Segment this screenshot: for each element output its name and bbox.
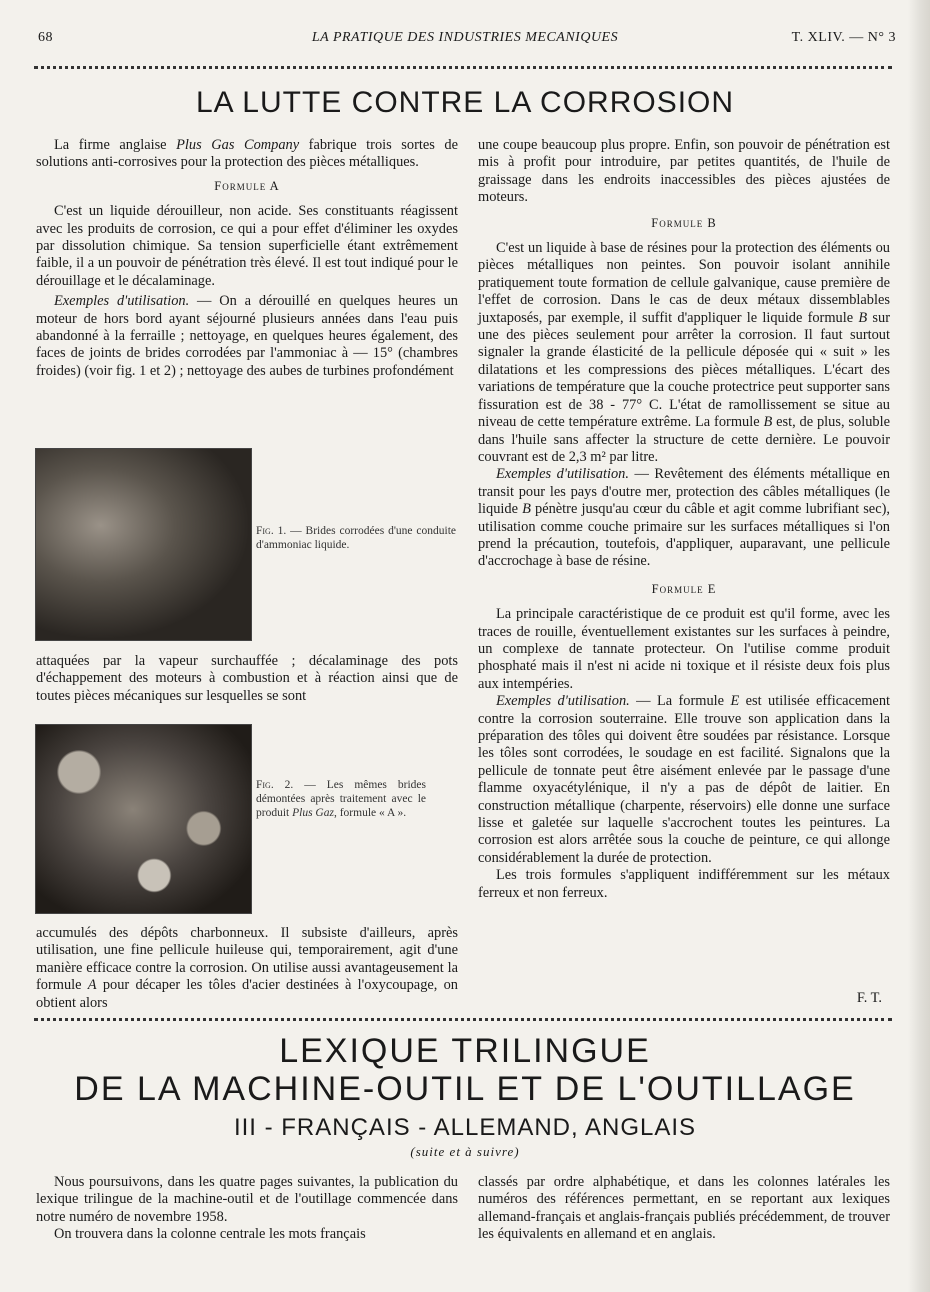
formule-b-heading: Formule B xyxy=(651,215,717,230)
lexique-paragraph-1: Nous poursuivons, dans les quatre pages suivantes, la publication du lexique trilingue de la machine-outil et de l'outillage commencée dans notre numéro de novembre 1958. xyxy=(36,1174,458,1225)
column-left-ending: accumulés des dépôts charbonneux. Il subsiste d'ailleurs, après utilisation, une fine pellicule huileuse qui, temporairement, agit d'une manière efficace contre la corrosion. On utilise aussi avantageusement la formule A pour décaper les tôles d'acier destinées à l'oxycoupage, on obtient alors xyxy=(36,925,458,1011)
figure-1-photo xyxy=(35,448,252,641)
formule-b-examples: Exemples d'utilisation. — Revêtement des éléments métallique en transit pour les pays d'outre mer, protection des câbles métalliques (le liquide B pénètre jusqu'au cœur du câble et agit comme lubrifiant sec), utilisation comme couche primaire sur les surfaces métalliques si l'on prend la précaution, toutefois, d'appliquer, auparavant, une pellicule d'accrochage à base de résine. xyxy=(478,466,890,570)
page-edge-shadow xyxy=(908,0,930,1292)
column-left-continuation: attaquées par la vapeur surchauffée ; décalaminage des pots d'échappement des moteurs à combustion et à réaction ainsi que de toutes pièces mécaniques sur lesquelles se sont xyxy=(36,653,458,704)
formule-e-paragraph: La principale caractéristique de ce produit est qu'il forme, avec les traces de rouille, éventuellement existantes sur les surfaces à peindre, un complexe de tannate protecteur. On l'utilise comme produit phosphaté mais il n'est ni acide ni toxique et il résiste deux fois plus aux intempéries. xyxy=(478,606,890,692)
running-title: LA PRATIQUE DES INDUSTRIES MECANIQUES xyxy=(311,30,619,45)
figure-2-caption: Fig. 2. — Les mêmes brides démontées après traitement avec le produit Plus Gaz, formule « A ». xyxy=(256,779,426,819)
article-column-left-top xyxy=(36,137,458,380)
article-column-left-middle xyxy=(36,653,458,705)
lexique-title-line-1: LEXIQUE TRILINGUE xyxy=(279,1032,651,1070)
lexique-note: (suite et à suivre) xyxy=(410,1144,520,1159)
lexique-column-right xyxy=(478,1174,890,1244)
intro-paragraph: La firme anglaise Plus Gas Company fabrique trois sortes de solutions anti-corrosives pour la protection des pièces métalliques. xyxy=(36,137,458,171)
closing-paragraph: Les trois formules s'appliquent indifféremment sur les métaux ferreux et non ferreux. xyxy=(478,867,890,901)
lexique-paragraph-2: On trouvera dans la colonne centrale les mots français xyxy=(54,1226,366,1243)
article-column-right xyxy=(478,137,890,902)
article-column-left-bottom xyxy=(36,925,458,1012)
lexique-column-left xyxy=(36,1174,458,1244)
page-number: 68 xyxy=(38,30,53,45)
formule-e-heading: Formule E xyxy=(651,581,717,596)
figure-1-caption: Fig. 1. — Brides corrodées d'une conduite d'ammoniac liquide. xyxy=(256,525,457,551)
formule-b-paragraph: C'est un liquide à base de résines pour la protection des éléments ou pièces métalliques non peintes. Son pouvoir isolant annihile pratiquement toute formation de cellule galvanique, cause première de l'effet de corrosion. Dans le cas de deux métaux dissemblables juxtaposés, par exemple, il suffit d'appliquer le liquide formule B sur une des pièces seulement pour arrêter la corrosion. Il faut surtout signaler la grande élasticité de la pellicule déposée qui « suit » les dilatations et les compressions des pièces métalliques. L'écart des variations de température que la couche protectrice peut supporter sans fissuration est de 38 - 77° C. L'état de ramollissement se situe au niveau de cette température extrême. La formule B est, de plus, soluble dans l'huile sans affecter la structure de cette dernière. Le pouvoir couvrant est de 2,3 m² par litre. xyxy=(478,240,891,465)
article-title: LA LUTTE CONTRE LA CORROSION xyxy=(195,86,735,119)
column-right-start: une coupe beaucoup plus propre. Enfin, son pouvoir de pénétration est mis à profit pour introduire, par petites quantités, de l'huile de graissage dans les endroits inaccessibles des pièces ajustées de moteurs. xyxy=(478,137,890,206)
lexique-title-line-2: DE LA MACHINE-OUTIL ET DE L'OUTILLAGE xyxy=(74,1070,856,1108)
figure-2-photo xyxy=(35,724,252,914)
lexique-subtitle: III - FRANÇAIS - ALLEMAND, ANGLAIS xyxy=(233,1114,697,1141)
formule-a-paragraph: C'est un liquide dérouilleur, non acide. Ses constituants réagissent avec les produits de corrosion, ce qui a pour effet d'éliminer les oxydes par dissolution chimique. Sa tension superficielle étant extrêmement faible, il a un pouvoir de pénétration très élevé. Il est tout indiqué pour le dérouillage et le décalaminage. xyxy=(36,203,458,289)
article-signature: F. T. xyxy=(856,990,882,1006)
running-header xyxy=(0,30,930,52)
issue-volume: T. XLIV. — N° 3 xyxy=(791,30,896,45)
header-dotted-rule xyxy=(34,66,892,69)
formule-a-heading: Formule A xyxy=(214,178,280,193)
formule-a-examples: Exemples d'utilisation. — On a dérouillé en quelques heures un moteur de hors bord ayant séjourné plusieurs années dans l'eau puis abandonné à la ferraille ; nettoyage, en quelques heures également, des faces de joints de brides corrodées par l'ammoniac à — 15° (chambres froides) (voir fig. 1 et 2) ; nettoyage des aubes de turbines profondément xyxy=(36,293,458,379)
lexique-paragraph-3: classés par ordre alphabétique, et dans les colonnes latérales les numéros des références permettant, en se reportant aux lexiques allemand-français et anglais-français publiés précédemment, de trouver les équivalents en allemand et en anglais. xyxy=(478,1174,890,1243)
section-dotted-rule xyxy=(34,1018,892,1021)
formule-e-examples: Exemples d'utilisation. — La formule E est utilisée efficacement contre la corrosion souterraine. Elle trouve son application dans la préparation des tôles qui doivent être soudées par résistance. Lorsque les tôles sont corrodées, le soudage en est facilité. Signalons que la pellicule de tonnate peut être aisément enlevée par le passage d'une flamme oxyacétylénique, il n'y a pas de dépôt de laitier. En construction métallique (charpente, réservoirs) elle donne une surface lisse et galetée sur laquelle s'accrochent toutes les peintures. La corrosion est alors arrêtée sous la couche de peinture, ce qui allonge considérablement la durée de protection. xyxy=(478,693,891,866)
